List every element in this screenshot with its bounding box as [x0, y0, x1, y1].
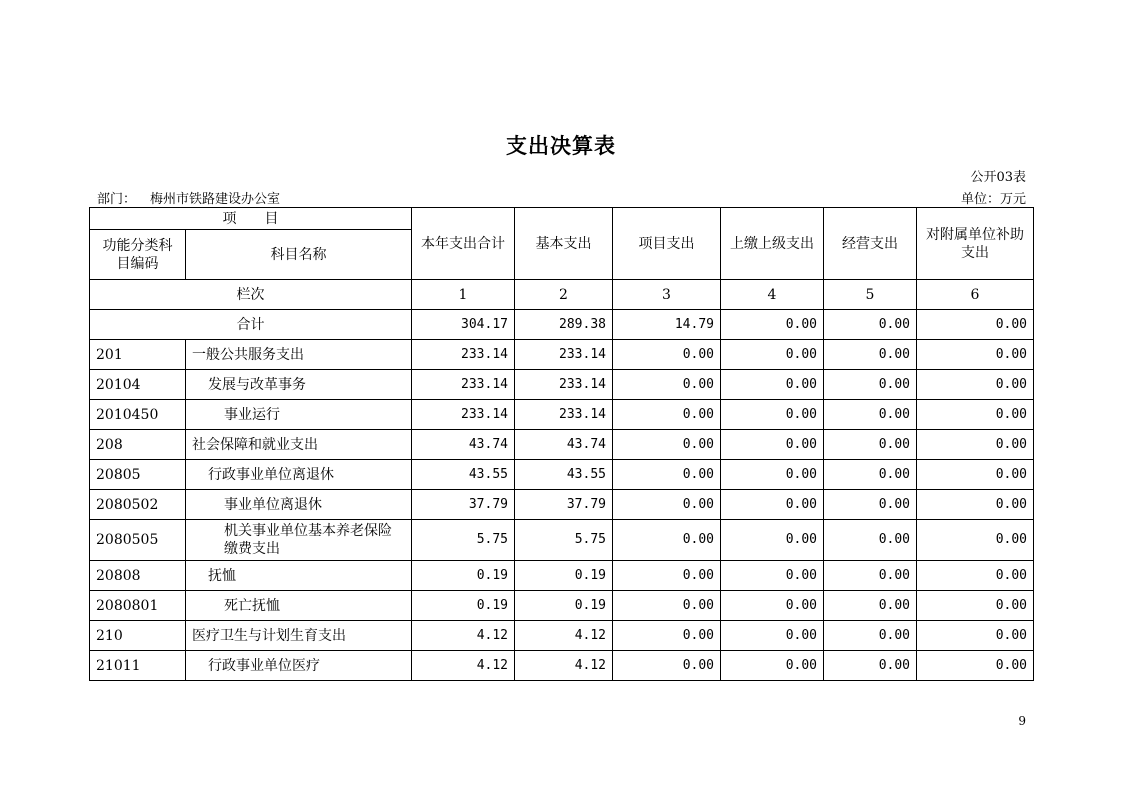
row-code: 21011 — [90, 651, 186, 681]
row-value: 0.00 — [917, 591, 1034, 621]
row-value: 4.12 — [412, 621, 515, 651]
total-value: 289.38 — [515, 310, 613, 340]
row-value: 0.19 — [412, 561, 515, 591]
row-value: 0.00 — [721, 591, 824, 621]
header-item: 项 目 — [90, 208, 412, 230]
table-row — [90, 490, 1034, 520]
column-number: 6 — [917, 280, 1034, 310]
row-value: 5.75 — [515, 520, 613, 561]
header-basic: 基本支出 — [515, 208, 613, 280]
row-value: 0.00 — [613, 561, 721, 591]
row-code: 208 — [90, 430, 186, 460]
row-value: 0.00 — [917, 520, 1034, 561]
row-value: 37.79 — [515, 490, 613, 520]
row-value: 0.00 — [824, 370, 917, 400]
row-subject-name: 行政事业单位医疗 — [186, 651, 412, 681]
row-value: 0.00 — [721, 400, 824, 430]
total-value: 0.00 — [917, 310, 1034, 340]
row-code: 20104 — [90, 370, 186, 400]
expenditure-table — [89, 207, 1034, 681]
total-value: 0.00 — [824, 310, 917, 340]
row-value: 0.00 — [613, 490, 721, 520]
row-value: 233.14 — [515, 400, 613, 430]
row-code: 2080502 — [90, 490, 186, 520]
table-body — [90, 340, 1034, 681]
total-row — [90, 310, 1034, 340]
row-value: 0.00 — [917, 460, 1034, 490]
column-number: 1 — [412, 280, 515, 310]
row-value: 0.00 — [613, 621, 721, 651]
table-row — [90, 370, 1034, 400]
row-value: 0.00 — [721, 430, 824, 460]
row-value: 4.12 — [412, 651, 515, 681]
total-value: 304.17 — [412, 310, 515, 340]
header-subject-name: 科目名称 — [186, 230, 412, 280]
column-number: 5 — [824, 280, 917, 310]
row-value: 43.55 — [412, 460, 515, 490]
row-value: 0.00 — [824, 561, 917, 591]
row-value: 0.00 — [613, 400, 721, 430]
row-subject-name: 抚恤 — [186, 561, 412, 591]
row-value: 0.19 — [412, 591, 515, 621]
row-code: 20808 — [90, 561, 186, 591]
row-value: 0.00 — [613, 430, 721, 460]
row-code: 2010450 — [90, 400, 186, 430]
row-subject-name: 行政事业单位离退休 — [186, 460, 412, 490]
row-value: 0.00 — [824, 591, 917, 621]
row-value: 0.00 — [824, 460, 917, 490]
table-row — [90, 621, 1034, 651]
row-value: 0.00 — [721, 370, 824, 400]
row-code: 201 — [90, 340, 186, 370]
row-code: 210 — [90, 621, 186, 651]
row-value: 0.00 — [721, 621, 824, 651]
table-row — [90, 591, 1034, 621]
row-value: 233.14 — [412, 400, 515, 430]
total-label: 合计 — [90, 310, 412, 340]
row-value: 0.00 — [721, 340, 824, 370]
department-label: 部门： — [97, 192, 137, 207]
row-subject-name: 事业单位离退休 — [186, 490, 412, 520]
table-row — [90, 561, 1034, 591]
row-value: 0.00 — [613, 340, 721, 370]
header-upper: 上缴上级支出 — [721, 208, 824, 280]
row-value: 0.00 — [824, 621, 917, 651]
row-subject-name: 一般公共服务支出 — [186, 340, 412, 370]
row-value: 233.14 — [412, 340, 515, 370]
total-value: 0.00 — [721, 310, 824, 340]
table-row — [90, 430, 1034, 460]
row-value: 0.00 — [613, 651, 721, 681]
row-value: 0.00 — [824, 490, 917, 520]
row-value: 0.00 — [824, 520, 917, 561]
column-number: 2 — [515, 280, 613, 310]
header-subsidy: 对附属单位补助支出 — [917, 208, 1034, 280]
row-value: 0.00 — [824, 340, 917, 370]
row-value: 0.00 — [917, 430, 1034, 460]
row-value: 0.00 — [721, 561, 824, 591]
column-number: 3 — [613, 280, 721, 310]
row-value: 233.14 — [515, 370, 613, 400]
row-subject-name: 死亡抚恤 — [186, 591, 412, 621]
table-row — [90, 520, 1034, 561]
row-value: 0.00 — [824, 430, 917, 460]
row-value: 43.74 — [412, 430, 515, 460]
department-line — [97, 188, 280, 207]
row-value: 0.19 — [515, 591, 613, 621]
column-number: 4 — [721, 280, 824, 310]
row-value: 0.00 — [613, 370, 721, 400]
row-value: 0.00 — [613, 591, 721, 621]
row-value: 0.00 — [721, 651, 824, 681]
unit-label: 单位：万元 — [960, 192, 1026, 207]
header-business: 经营支出 — [824, 208, 917, 280]
row-value: 0.00 — [613, 460, 721, 490]
table-row — [90, 460, 1034, 490]
row-value: 43.74 — [515, 430, 613, 460]
column-index-label: 栏次 — [90, 280, 412, 310]
page-number: 9 — [1018, 714, 1026, 728]
report-title: 支出决算表 — [506, 133, 616, 158]
row-value: 0.00 — [917, 490, 1034, 520]
row-value: 233.14 — [412, 370, 515, 400]
row-value: 0.00 — [824, 651, 917, 681]
row-value: 5.75 — [412, 520, 515, 561]
total-value: 14.79 — [613, 310, 721, 340]
row-subject-name: 发展与改革事务 — [186, 370, 412, 400]
table-row — [90, 340, 1034, 370]
row-subject-name: 事业运行 — [186, 400, 412, 430]
row-value: 233.14 — [515, 340, 613, 370]
row-subject-name: 医疗卫生与计划生育支出 — [186, 621, 412, 651]
row-value: 0.00 — [721, 460, 824, 490]
row-value: 0.00 — [917, 561, 1034, 591]
row-value: 0.00 — [721, 520, 824, 561]
row-value: 0.00 — [917, 400, 1034, 430]
row-value: 0.00 — [917, 370, 1034, 400]
row-value: 0.00 — [917, 651, 1034, 681]
row-value: 4.12 — [515, 651, 613, 681]
row-value: 0.00 — [824, 400, 917, 430]
row-value: 0.00 — [917, 340, 1034, 370]
row-subject-name: 机关事业单位基本养老保险缴费支出 — [186, 520, 412, 561]
row-value: 37.79 — [412, 490, 515, 520]
header-project: 项目支出 — [613, 208, 721, 280]
row-value: 43.55 — [515, 460, 613, 490]
row-value: 0.00 — [721, 490, 824, 520]
row-value: 4.12 — [515, 621, 613, 651]
header-total: 本年支出合计 — [412, 208, 515, 280]
row-code: 20805 — [90, 460, 186, 490]
department-name: 梅州市铁路建设办公室 — [150, 192, 281, 207]
form-number: 公开03表 — [970, 170, 1026, 185]
table-row — [90, 400, 1034, 430]
row-subject-name: 社会保障和就业支出 — [186, 430, 412, 460]
row-value: 0.00 — [613, 520, 721, 561]
table-row — [90, 651, 1034, 681]
row-value: 0.00 — [917, 621, 1034, 651]
row-code: 2080505 — [90, 520, 186, 561]
row-value: 0.19 — [515, 561, 613, 591]
header-func-code: 功能分类科目编码 — [90, 230, 186, 280]
row-code: 2080801 — [90, 591, 186, 621]
